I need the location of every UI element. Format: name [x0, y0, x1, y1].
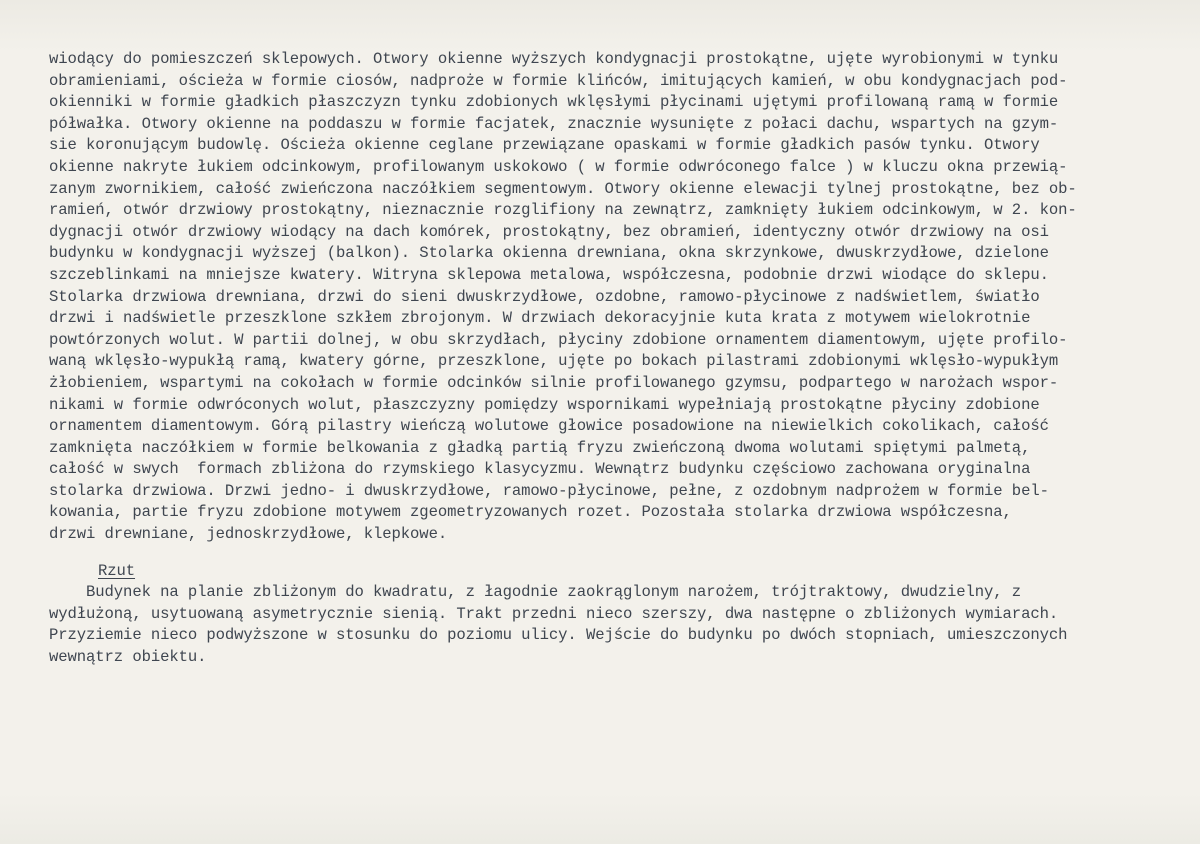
text-line: okienne nakryte łukiem odcinkowym, profilowanym uskokowo ( w formie odwróconego falce ) w kluczu okna przewią- [49, 157, 1068, 176]
text-line: Przyziemie nieco podwyższone w stosunku do poziomu ulicy. Wejście do budynku po dwóch stopniach, umieszczonych [49, 626, 1068, 645]
text-line: zanym zwornikiem, całość zwieńczona naczółkiem segmentowym. Otwory okienne elewacji tylnej prostokątne, bez ob- [49, 179, 1077, 198]
text-line: szczeblinkami na mniejsze kwatery. Witryna sklepowa metalowa, współczesna, podobnie drzwi wiodące do sklepu. [49, 265, 1049, 284]
text-line: okienniki w formie gładkich płaszczyzn tynku zdobionych wklęsłymi płycinami ujętymi profilowaną ramą w formie [49, 93, 1059, 112]
text-line: ornamentem diamentowym. Górą pilastry wieńczą wolutowe głowice posadowione na niewielkich cokolikach, całość [49, 417, 1049, 436]
text-line: Stolarka drzwiowa drewniana, drzwi do sieni dwuskrzydłowe, ozdobne, ramowo-płycinowe z nadświetlem, światło [49, 287, 1040, 306]
text-line: półwałka. Otwory okienne na poddaszu w formie facjatek, znacznie wysunięte z połaci dachu, wspartych na gzym- [49, 114, 1059, 133]
text-line: żłobieniem, wspartymi na cokołach w formie odcinków silnie profilowanego gzymsu, podpartego w narożach wspor- [49, 373, 1059, 392]
text-line: nikami w formie odwróconych wolut, płaszczyzny pomiędzy wspornikami wypełniają prostokątne płyciny zdobione [49, 395, 1040, 414]
text-line: wydłużoną, usytuowaną asymetrycznie sienią. Trakt przedni nieco szerszy, dwa następne o zbliżonych wymiarach. [49, 604, 1059, 623]
text-line: całość w swych formach zbliżona do rzymskiego klasycyzmu. Wewnątrz budynku częściowo zachowana oryginalna [49, 460, 1031, 479]
text-line: drzwi drewniane, jednoskrzydłowe, klepkowe. [49, 525, 448, 544]
text-line: obramieniami, ościeża w formie ciosów, nadproże w formie klińców, imitujących kamień, w obu kondygnacjach pod- [49, 71, 1068, 90]
paragraph-2 [49, 582, 1164, 668]
paragraph-1 [49, 49, 1164, 546]
text-line: wiodący do pomieszczeń sklepowych. Otwory okienne wyższych kondygnacji prostokątne, ujęte wyrobionymi w tynku [49, 50, 1059, 68]
text-line: Budynek na planie zbliżonym do kwadratu, z łagodnie zaokrąglonym narożem, trójtraktowy, dwudzielny, z [49, 583, 1022, 602]
document-body [49, 49, 1164, 669]
text-line: budynku w kondygnacji wyższej (balkon). Stolarka okienna drewniana, okna skrzynkowe, dwuskrzydłowe, dzielone [49, 244, 1049, 263]
text-line: stolarka drzwiowa. Drzwi jedno- i dwuskrzydłowe, ramowo-płycinowe, pełne, z ozdobnym nadprożem w formie bel- [49, 481, 1049, 500]
text-line: kowania, partie fryzu zdobione motywem zgeometryzowanych rozet. Pozostała stolarka drzwiowa współczesna, [49, 503, 1012, 522]
text-line: sie koronującym budowlę. Ościeża okienne ceglane przewiązane opaskami w formie gładkich pasów tynku. Otwory [49, 136, 1040, 155]
faded-header-text [60, 12, 960, 26]
text-line: zamknięta naczółkiem w formie belkowania z gładką partią fryzu zwieńczoną dwoma wolutami spiętymi palmetą, [49, 438, 1031, 457]
text-line: ramień, otwór drzwiowy prostokątny, nieznacznie rozglifiony na zewnątrz, zamknięty łukiem odcinkowym, w 2. kon- [49, 201, 1077, 220]
text-line: drzwi i nadświetle przeszklone szkłem zbrojonym. W drzwiach dekoracyjnie kuta krata z motywem wielokrotnie [49, 309, 1031, 328]
text-line: powtórzonych wolut. W partii dolnej, w obu skrzydłach, płyciny zdobione ornamentem diamentowym, ujęte profilo- [49, 330, 1068, 349]
text-line: dygnacji otwór drzwiowy wiodący na dach komórek, prostokątny, bez obramień, identyczny otwór drzwiowy na osi [49, 222, 1049, 241]
text-line: wewnątrz obiektu. [49, 648, 207, 667]
section-heading-row [49, 561, 1164, 583]
section-heading: Rzut [98, 561, 136, 580]
text-line: waną wklęsło-wypukłą ramą, kwatery górne, przeszklone, ujęte po bokach pilastrami zdobionymi wklęsło-wypukłym [49, 352, 1059, 371]
